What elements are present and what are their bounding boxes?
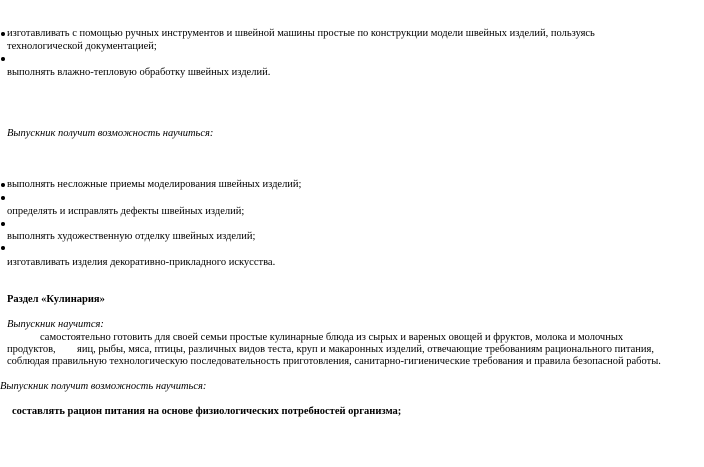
list-item: составлять рацион питания на основе физиологических потребностей организма; (12, 406, 402, 417)
list-item: изготавливать с помощью ручных инструментов и швейной машины простые по конструкции модели швейных изделий, пользуясь (7, 28, 595, 39)
bullet-icon (1, 246, 5, 250)
paragraph-line: самостоятельно готовить для своей семьи простые кулинарные блюда из сырых и вареных овощей и фруктов, молока и молочных (40, 332, 624, 343)
paragraph-line: яиц, рыбы, мяса, птицы, различных видов теста, круп и макаронных изделий, отвечающие требованиям рационального питания, (77, 344, 654, 355)
list-item: изготавливать изделия декоративно-прикладного искусства. (7, 257, 276, 268)
section-title: Раздел «Кулинария» (7, 294, 105, 305)
list-item: выполнять влажно-тепловую обработку швейных изделий. (7, 67, 271, 78)
learn-heading: Выпускник научится: (7, 319, 104, 330)
paragraph-line: продуктов, (7, 344, 56, 355)
list-item: выполнять художественную отделку швейных изделий; (7, 231, 256, 242)
paragraph-line: соблюдая правильную технологическую последовательность приготовления, санитарно-гигиенические требования и правила безопасной работы. (7, 356, 661, 367)
bullet-icon (1, 183, 5, 187)
opportunity-heading: Выпускник получит возможность научиться: (0, 381, 207, 392)
list-item-continuation: технологической документацией; (7, 41, 157, 52)
bullet-icon (1, 222, 5, 226)
bullet-icon (1, 196, 5, 200)
opportunity-heading: Выпускник получит возможность научиться: (7, 128, 214, 139)
list-item: определять и исправлять дефекты швейных изделий; (7, 206, 245, 217)
list-item: выполнять несложные приемы моделирования швейных изделий; (7, 179, 302, 190)
bullet-icon (1, 57, 5, 61)
bullet-icon (1, 32, 5, 36)
